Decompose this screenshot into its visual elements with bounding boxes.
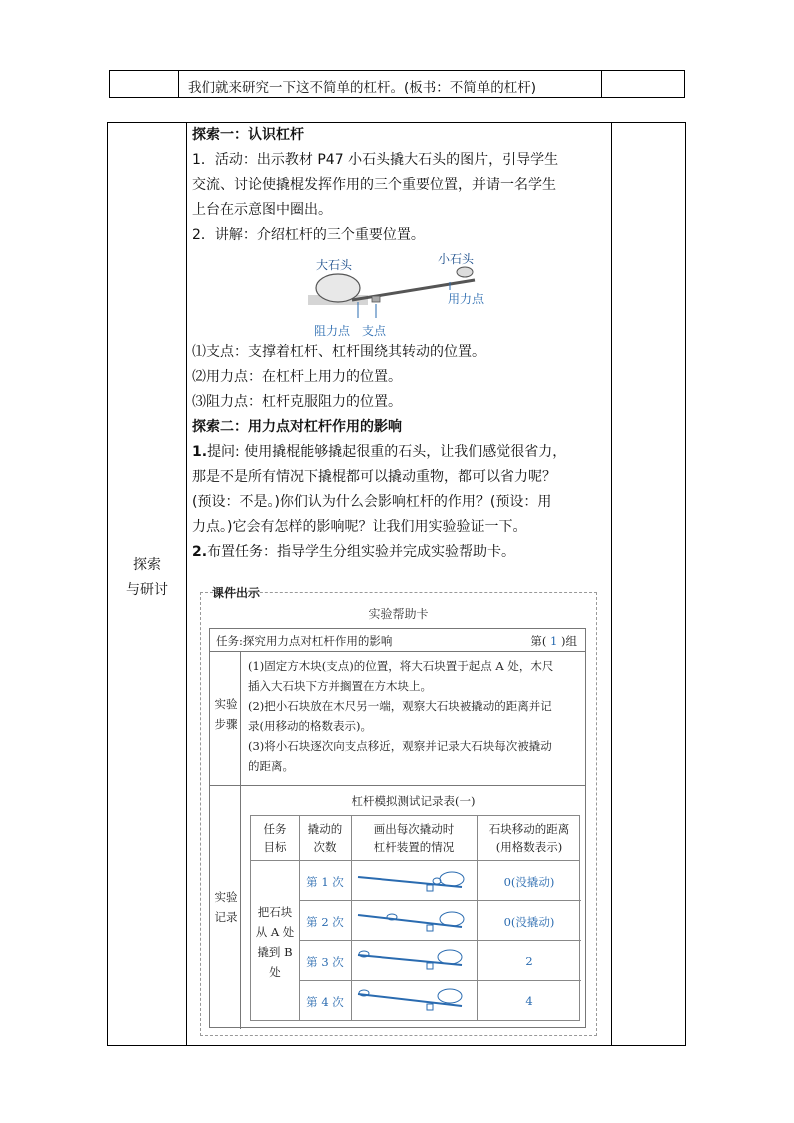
header-distance <box>477 820 581 856</box>
label-big-stone: 大石头 <box>316 258 353 272</box>
goal-line-2: 从 A 处 <box>255 925 295 939</box>
steps-label <box>212 694 240 734</box>
header-times-1: 撬动的 <box>307 822 343 836</box>
row2-distance: 0(没撬动) <box>503 915 555 929</box>
para1-line3: 上台在示意图中圈出。 <box>192 202 332 218</box>
label-fulcrum: 支点 <box>362 324 387 338</box>
record-label <box>212 887 240 927</box>
row2-times: 第 2 次 <box>306 915 344 929</box>
section2-title: 探索二：用力点对杠杆作用的影响 <box>192 419 402 435</box>
definition-resistance: ⑶阻力点：杠杆克服阻力的位置。 <box>192 394 402 410</box>
header-goal-1: 任务 <box>263 822 287 836</box>
row4-lever-icon <box>358 989 462 1010</box>
top-row-right-cell <box>601 71 684 97</box>
question-line2: 那是不是所有情况下撬棍都可以撬动重物，都可以省力呢？ <box>192 469 556 485</box>
divider <box>210 651 585 652</box>
task-text: 探究用力点对杠杆作用的影响 <box>242 634 393 648</box>
step3-line1: (3)将小石块逐次向支点移近，观察并记录大石块每次被撬动 <box>248 739 552 753</box>
row3-lever-icon <box>358 950 462 969</box>
experiment-card-table <box>209 628 586 1028</box>
question-line4: 力点。)它会有怎样的影响呢？让我们用实验验证一下。 <box>192 519 527 535</box>
header-drawing-1: 画出每次撬动时 <box>373 822 455 836</box>
side-label <box>108 553 186 603</box>
big-stone-icon <box>316 274 360 302</box>
header-drawing-2: 杠杆装置的情况 <box>373 840 455 854</box>
divider <box>240 651 241 1029</box>
column-divider-right <box>611 123 612 1045</box>
lever-drawings <box>352 861 477 1021</box>
definition-fulcrum: ⑴支点：支撑着杠杆、杠杆围绕其转动的位置。 <box>192 344 486 360</box>
step1-line2: 插入大石块下方并搁置在方木块上。 <box>248 679 432 693</box>
top-row-text: 我们就来研究一下这不简单的杠杆。(板书：不简单的杠杆) <box>188 80 537 96</box>
steps-label-2: 步骤 <box>214 717 238 731</box>
label-effort-point: 用力点 <box>448 292 485 306</box>
row1-times: 第 1 次 <box>306 875 344 889</box>
para1-line1: 1．活动：出示教材 P47 小石头撬大石头的图片，引导学生 <box>192 152 559 168</box>
header-drawing <box>351 820 477 856</box>
section1-title: 探索一：认识杠杆 <box>192 127 304 143</box>
side-label-line2: 与研讨 <box>126 582 168 598</box>
row4-times: 第 4 次 <box>306 995 344 1009</box>
question-line1: 提问: 使用撬棍能够撬起很重的石头，让我们感觉很省力， <box>207 444 567 460</box>
column-divider-left <box>186 123 187 1045</box>
task-label: 任务: <box>216 634 243 648</box>
steps-label-1: 实验 <box>214 697 238 711</box>
content-block-2 <box>192 340 612 565</box>
group-prefix: 第( <box>530 634 547 648</box>
goal-line-3: 撬到 B <box>257 945 293 959</box>
step2-line1: (2)把小石块放在木尺另一端，观察大石块被撬动的距离并记 <box>248 699 552 713</box>
header-distance-2: (用格数表示) <box>495 840 563 854</box>
row2-lever-icon <box>358 912 464 931</box>
task-line: 布置任务：指导学生分组实验并完成实验帮助卡。 <box>207 544 516 560</box>
row3-distance: 2 <box>525 954 533 968</box>
step1-line1: (1)固定方木块(支点)的位置，将大石块置于起点 A 处，木尺 <box>248 659 554 673</box>
row4-distance: 4 <box>525 994 533 1008</box>
top-table-row <box>109 70 685 98</box>
definition-effort: ⑵用力点：在杠杆上用力的位置。 <box>192 369 402 385</box>
record-label-2: 记录 <box>214 910 238 924</box>
lever-illustration <box>300 250 500 340</box>
goal-cell <box>251 902 299 982</box>
card-title: 实验帮助卡 <box>368 607 429 621</box>
content-block-1 <box>192 123 612 248</box>
record-title: 杠杆模拟测试记录表(一) <box>351 794 476 808</box>
label-small-stone: 小石头 <box>438 252 475 266</box>
steps-content <box>248 656 553 776</box>
group-number <box>530 633 577 649</box>
label-resistance-point: 阻力点 <box>314 324 351 338</box>
record-table <box>250 815 580 1021</box>
group-value: 1 <box>550 634 558 648</box>
record-label-1: 实验 <box>214 890 238 904</box>
header-times-2: 次数 <box>313 840 337 854</box>
row3-times: 第 3 次 <box>306 955 344 969</box>
step3-line2: 的距离。 <box>248 759 294 773</box>
task-row <box>216 633 392 649</box>
divider <box>210 785 585 786</box>
top-row-left-cell <box>110 71 179 97</box>
para2: 2．讲解：介绍杠杆的三个重要位置。 <box>192 227 425 243</box>
small-stone-icon <box>457 267 473 277</box>
question-number: 1. <box>192 444 208 460</box>
goal-line-1: 把石块 <box>257 905 293 919</box>
row1-lever-icon <box>358 872 464 891</box>
side-label-line1: 探索 <box>133 557 161 573</box>
header-distance-1: 石块移动的距离 <box>488 822 570 836</box>
goal-line-4: 处 <box>269 965 281 979</box>
step2-line2: 录(用移动的格数表示)。 <box>248 719 372 733</box>
row1-distance: 0(没撬动) <box>503 875 555 889</box>
header-goal-2: 目标 <box>263 840 287 854</box>
para1-line2: 交流、讨论使撬棍发挥作用的三个重要位置，并请一名学生 <box>192 177 556 193</box>
group-suffix: )组 <box>561 634 577 648</box>
courseware-tag: 课件出示 <box>212 586 261 600</box>
header-goal <box>251 820 299 856</box>
question-line3: (预设：不是。)你们认为什么会影响杠杆的作用？(预设：用 <box>192 494 552 510</box>
fulcrum-block-icon <box>372 296 380 302</box>
task-number: 2. <box>192 544 208 560</box>
header-times <box>299 820 351 856</box>
